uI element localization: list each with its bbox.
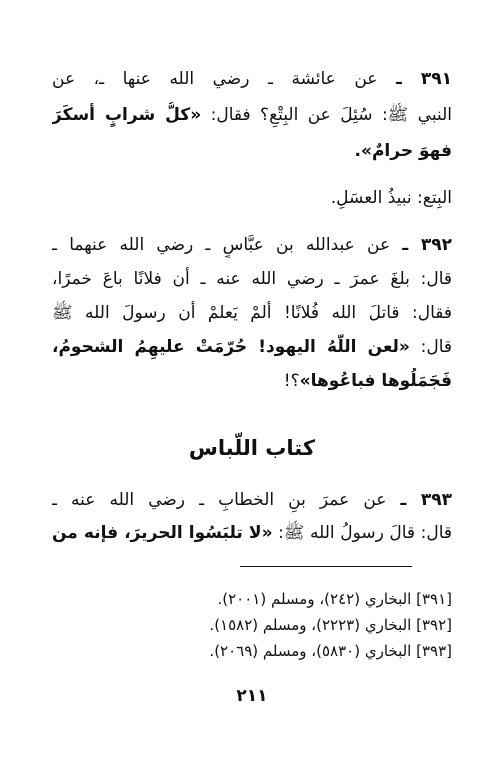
footnote-391: [٣٩١] البخاري (٢٤٢)، ومسلم (٢٠٠١). [217,590,452,608]
section-title: كتاب اللّباس [188,436,316,460]
hadith-392-qala: قال: [420,337,452,357]
hadith-392-line-2 [52,266,452,292]
hadith-392-number: ٣٩٢ ـ [402,235,452,255]
hadith-391-matn: «كلُّ شرابٍ أسكَرَ [52,105,202,125]
hadith-393-line-1 [52,487,452,513]
hadith-392-punct: ؟! [283,371,300,391]
gloss-text: البِتع: نبيذُ العسَلِ. [330,188,452,208]
footnote-divider [240,566,412,567]
hadith-392-isnad: عن عبدالله بن عبَّاسٍ ـ رضي الله عنهما ـ [52,235,391,255]
hadith-392-line-5 [52,368,452,394]
hadith-392-line-4 [52,334,452,360]
hadith-392-line-1 [52,232,452,258]
page-number: ٢١١ [236,686,268,706]
footnote-393: [٣٩٣] البخاري (٥٨٣٠)، ومسلم (٢٠٦٩). [209,642,452,660]
hadith-392-text-3: فقال: قاتلَ الله فُلانًا! ألمْ يَعلمْ أن رسولَ الله ﷺ [52,303,452,323]
hadith-391-question: النبي ﷺ: سُئِلَ عن البِتْعِ؟ فقال: [210,105,452,125]
hadith-392-matn-end: فَجَمَلُوها فباعُوها» [299,371,452,391]
hadith-391-line-1 [52,66,452,92]
hadith-393-line-2 [52,520,452,546]
hadith-391-gloss [52,185,452,211]
hadith-392-line-3 [52,300,452,326]
hadith-391-number: ٣٩١ ـ [396,69,452,89]
hadith-392-text-2: قال: بلغَ عمرَ ـ رضي الله عنه ـ أن فلانًا باعَ خمرًا، [52,269,452,289]
hadith-391-line-3 [52,138,452,164]
hadith-393-isnad: عن عمرَ بنِ الخطابِ ـ رضي الله عنه ـ [52,490,387,510]
hadith-391-isnad: عن عائشة ـ رضي الله عنها ـ، عن [52,69,378,89]
footnote-392: [٣٩٢] البخاري (٢٢٢٣)، ومسلم (١٥٨٢). [209,616,452,634]
hadith-391-line-2 [52,102,452,128]
hadith-393-number: ٣٩٣ ـ [400,490,452,510]
hadith-393-matn: «لا تلبَسُوا الحريرَ، فإنه من [52,523,273,543]
hadith-392-matn: «لعن اللّهُ اليهود! حُرّمَتْ عليهِمُ الشحومُ، [52,337,410,357]
hadith-391-matn-end: فهوَ حرامٌ». [354,141,452,161]
hadith-393-qala: قال: قالَ رسولُ الله ﷺ: [278,523,452,543]
